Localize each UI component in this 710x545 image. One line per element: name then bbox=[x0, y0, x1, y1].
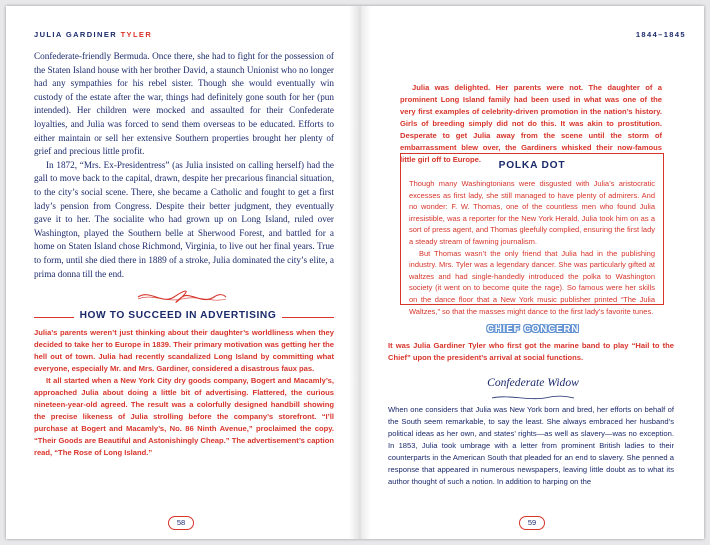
sidebar-body bbox=[409, 178, 655, 317]
running-head-accent: TYLER bbox=[120, 30, 153, 39]
right-page bbox=[362, 6, 704, 539]
section-heading: HOW TO SUCCEED IN ADVERTISING bbox=[79, 310, 277, 321]
right-running-head: 1844–1845 bbox=[635, 30, 686, 39]
concern-text: It was Julia Gardiner Tyler who first got the marine band to play “Hail to the Chief” upon the president’s arrival at social functions. bbox=[388, 341, 674, 362]
polka-dot-sidebar bbox=[400, 153, 664, 316]
book-spread bbox=[6, 6, 704, 539]
swash-flourish-icon bbox=[490, 394, 576, 402]
widow-text: When one considers that Julia was New York born and bred, her efforts on behalf of the South seem remarkable, to say the least. She always embraced her husband’s political ideas as her own, and states’ rights—as well as slavery—was no exception. In 1853, Julia took umbrage with a letter from prominent British ladies to their counterparts in the American South that pleaded for an end to slavery. She penned a response that appeared in numerous newspapers, leaving little doubt as to what its author thought of such a notion. In addition to harping on the bbox=[388, 405, 674, 486]
confederate-widow-heading: Confederate Widow bbox=[487, 376, 579, 389]
left-body-text bbox=[34, 50, 334, 281]
running-head-name: JULIA GARDINER bbox=[34, 30, 118, 39]
advertising-text bbox=[34, 327, 334, 459]
chief-concern-heading: CHIEF CONCERN bbox=[486, 324, 580, 335]
heading-rule-right bbox=[282, 317, 334, 318]
swash-ornament-icon bbox=[136, 289, 228, 305]
left-page bbox=[6, 6, 356, 539]
left-running-head bbox=[34, 30, 152, 39]
page-number: 59 bbox=[519, 516, 545, 530]
page-number: 58 bbox=[168, 516, 194, 530]
heading-rule-left bbox=[34, 317, 74, 318]
body-paragraph: Confederate-friendly Bermuda. Once there, she had to fight for the possession of the Staten Island house with her brother David, a staunch Unionist who no longer had any sympathies for his rebel sister. Though she would eventually win custody of the estate after the war, things had definitely gone south for her (pun intended). Her children were mocked and assaulted for their Confederate loyalties, and Julia was forced to send them overseas to be educated. Efforts to either maintain or sell her extensive Southern properties brought her plenty of grief and precious little profit. bbox=[34, 51, 334, 157]
advertising-paragraph: It all started when a New York City dry goods company, Bogert and Macamly’s, approached Julia about doing a little bit of advertising. Flattered, the curious nineteen-year-old agreed. The result was a colorfully designed handbill showing the precise likeness of Julia strolling before the company’s storefront. “I’ll purchase at Bogert and Macamly’s, No. 86 Ninth Avenue,” proclaimed the copy. “Their Goods are Beautiful and Astonishingly Cheap.” The advertisement’s caption read, “The Rose of Long Island.” bbox=[34, 376, 334, 457]
body-paragraph: In 1872, “Mrs. Ex-Presidentress” (as Julia insisted on calling herself) had the gall to move back to the capital, drawn, despite her precarious financial situation, to the city’s social scene. There, she became a Catholic and fought to get a first lady’s pension from Congress. Despite their better judgment, they eventually gave it to her. The socialite who had grown up on Long Island, ruled over Washington, played the Southern belle at Sherwood Forest, and battled for a home on Staten Island chose Richmond, Virginia, to live out her final years. True to form, until she died there in 1889 of a stroke, Julia dominated the city’s elite, a prima donna till the end. bbox=[34, 159, 334, 279]
intro-paragraph: Julia was delighted. Her parents were not. The daughter of a prominent Long Island family had been used in what was one of the very first examples of celebrity-driven promotion in the nation’s history. Girls of breeding simply did not do this. It was akin to prostitution. Desperate to get Julia away from the scene until the storm of embarrassment blew over, the Gardiners whisked their now-famous little girl off to Europe. bbox=[400, 83, 662, 164]
advertising-paragraph: Julia’s parents weren’t just thinking about their daughter’s worldliness when they decided to take her to Europe in 1839. Their primary motivation was getting her the hell out of town. Julia had recently scandalized Long Island by committing what everyone, especially Mr. and Mrs. Gardiner, considered a disastrous faux pas. bbox=[34, 328, 334, 373]
sidebar-title: POLKA DOT bbox=[498, 160, 566, 171]
sidebar-paragraph: Though many Washingtonians were disgusted with Julia’s aristocratic excesses as first lady, she still managed to have plenty of admirers. And no wonder: F. W. Thomas, one of the countless men who found Julia irresistible, was a reporter for the New York Herald. Julia took him on as a sort of press agent, and Thomas gleefully complied, ensuring the first lady a steady stream of fawning journalism. bbox=[409, 179, 655, 246]
sidebar-paragraph: But Thomas wasn’t the only friend that Julia had in the publishing industry. Mrs. Tyler was a legendary dancer. She was particularly gifted at waltzes and had single-handedly introduced the polka to Washington society (it went on to become quite the rage). So famous were her skills on the dance floor that a New York music publisher printed “The Julia Waltzes,” so that the masses might dance to the first lady’s favorite tunes. bbox=[409, 248, 655, 316]
